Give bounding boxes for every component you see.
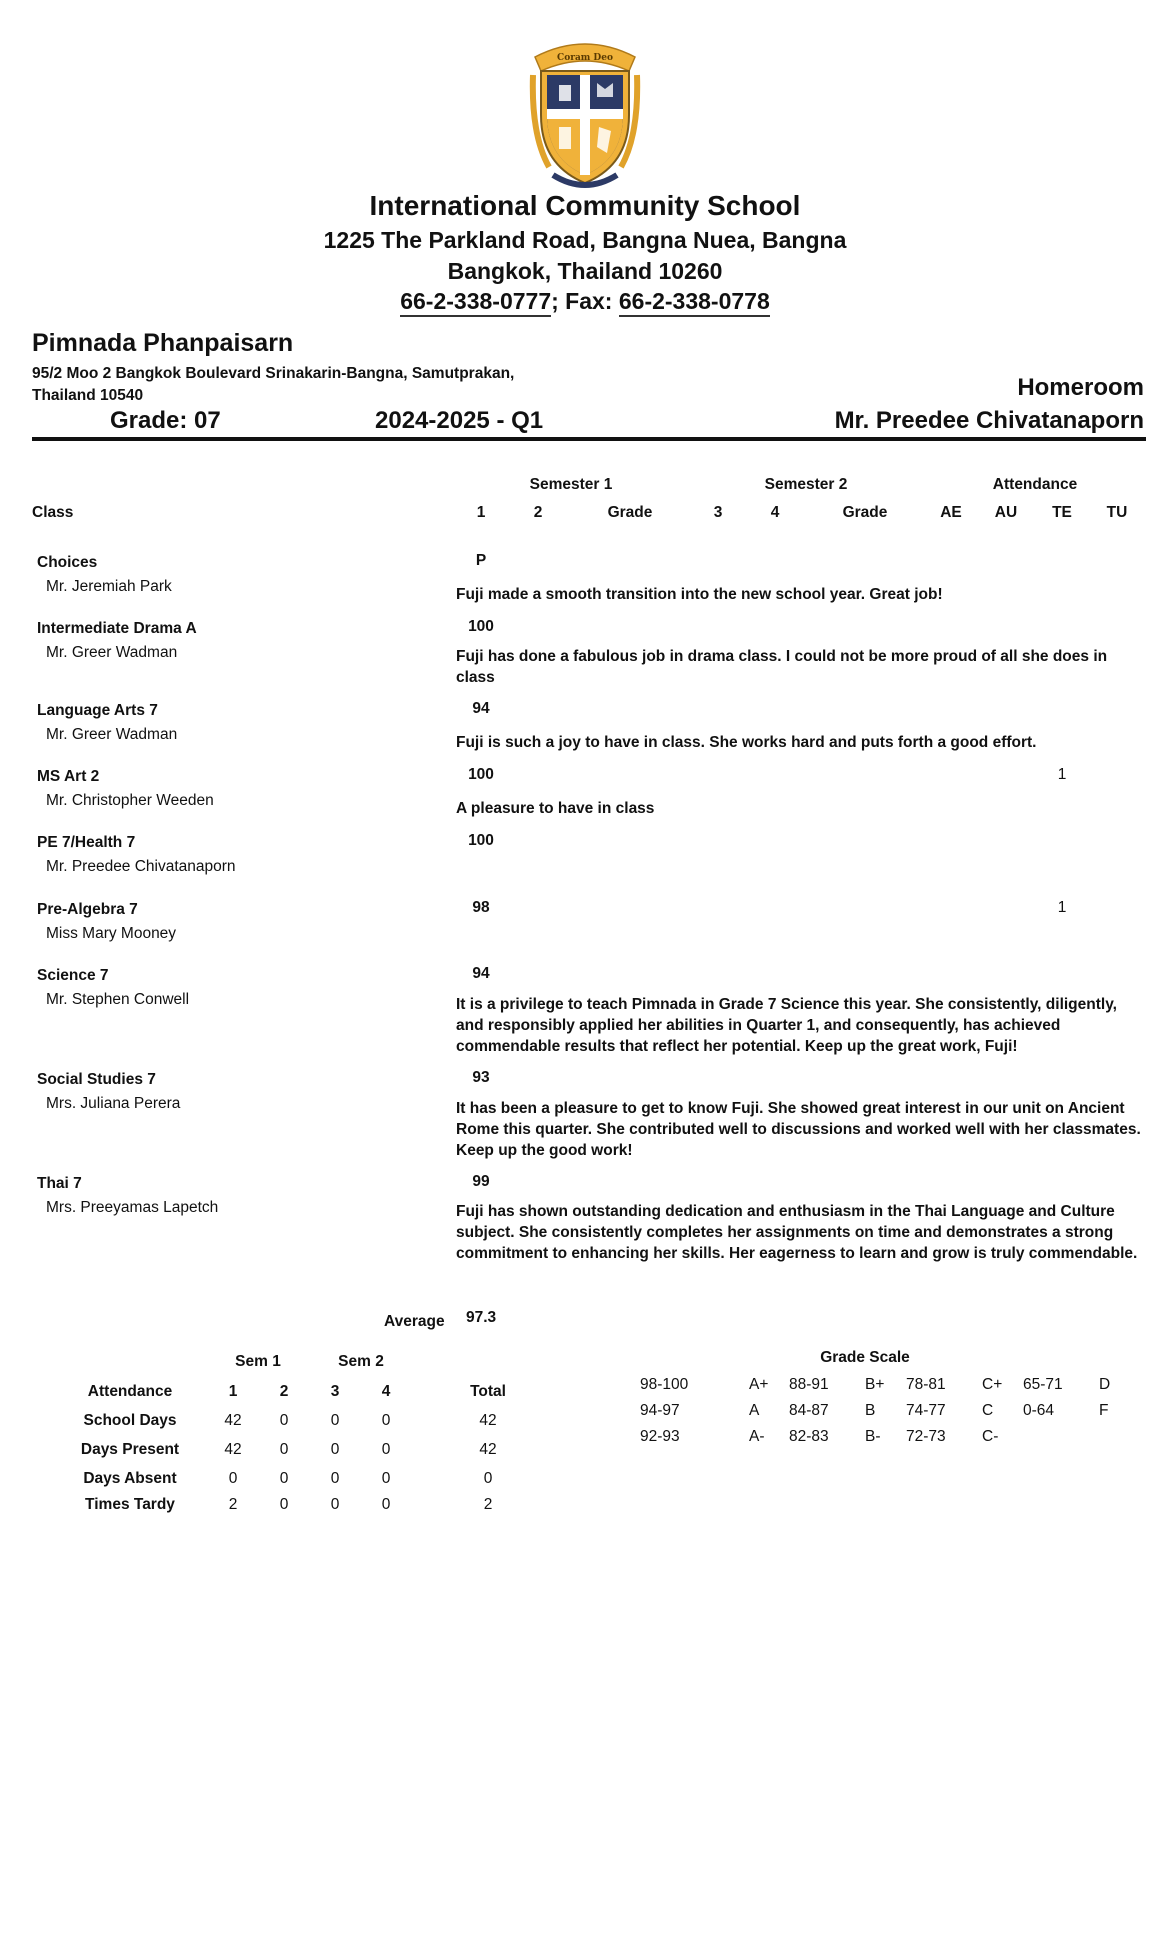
att-q2-value: 0 [279, 1470, 289, 1487]
tu-column-header: TU [1106, 504, 1128, 521]
grade-scale-range: 98-100 [640, 1376, 689, 1393]
course-teacher: Mrs. Juliana Perera [46, 1095, 181, 1112]
course-q1-grade: 94 [472, 965, 490, 982]
grade-scale-range: 78-81 [906, 1376, 946, 1393]
course-name: Intermediate Drama A [37, 620, 197, 637]
fax-label: ; Fax: [551, 288, 619, 314]
school-address-line2: Bangkok, Thailand 10260 [447, 258, 723, 284]
student-name: Pimnada Phanpaisarn [32, 329, 294, 357]
course-q1-grade: P [475, 552, 487, 569]
semester1-header: Semester 1 [529, 476, 613, 493]
att-q1-value: 0 [228, 1470, 238, 1487]
att-row-label: School Days [83, 1412, 177, 1429]
grade-scale-letter: C [982, 1402, 994, 1419]
homeroom-teacher: Mr. Preedee Chivatanaporn [834, 407, 1144, 434]
course-q1-grade: 99 [472, 1173, 490, 1190]
school-address-line1: 1225 The Parkland Road, Bangna Nuea, Bangna [323, 227, 847, 253]
course-comment: A pleasure to have in class [456, 800, 655, 817]
att-total-header: Total [470, 1383, 506, 1400]
course-comment: It is a privilege to teach Pimnada in Grade 7 Science this year. She consistently, diligently, and responsibly applied her abilities in Quarter 1, and consequently, has achieved commendable results that reflect her potential. Keep up the great work, Fuji! [456, 996, 1117, 1055]
att-q4-value: 0 [381, 1470, 391, 1487]
course-teacher: Miss Mary Mooney [46, 925, 177, 942]
course-name: Science 7 [37, 967, 109, 984]
att-q2-value: 0 [279, 1496, 289, 1513]
course-name: Choices [37, 554, 98, 571]
grade-scale-letter: D [1099, 1376, 1111, 1393]
ae-column-header: AE [940, 504, 962, 521]
course-name: PE 7/Health 7 [37, 834, 136, 851]
course-comment: Fuji has shown outstanding dedication and enthusiasm in the Thai Language and Culture subject. She consistently completes her assignments on time and demonstrates a strong commitment to enhancing her skills. Her eagerness to learn and grow is truly commendable. [456, 1203, 1138, 1262]
course-name: Language Arts 7 [37, 702, 158, 719]
course-teacher: Mr. Stephen Conwell [46, 991, 190, 1008]
grade-scale-range: 74-77 [906, 1402, 946, 1419]
student-grade: Grade: 07 [110, 407, 221, 434]
grade-scale-range: 72-73 [906, 1428, 946, 1445]
q4-column-header: 4 [770, 504, 780, 521]
school-contact-line [0, 288, 1170, 315]
course-teacher: Mr. Greer Wadman [46, 644, 178, 661]
att-total-value: 42 [479, 1412, 497, 1429]
att-q1-value: 42 [224, 1412, 242, 1429]
school-crest-logo [525, 35, 645, 193]
sem2-att-header: Sem 2 [338, 1353, 384, 1370]
logo-motto-text: Coram Deo [557, 53, 613, 63]
course-te-value: 1 [1057, 766, 1067, 783]
att-q4-value: 0 [381, 1441, 391, 1458]
attendance-header: Attendance [992, 476, 1078, 493]
course-comment: Fuji made a smooth transition into the new school year. Great job! [456, 586, 943, 603]
average-value: 97.3 [466, 1309, 497, 1326]
course-name: Thai 7 [37, 1175, 82, 1192]
course-q1-grade: 100 [468, 766, 494, 783]
course-name: Pre-Algebra 7 [37, 901, 138, 918]
att-q3-header: 3 [330, 1383, 340, 1400]
att-q2-header: 2 [279, 1383, 289, 1400]
grade-scale-range: 92-93 [640, 1428, 680, 1445]
att-q3-value: 0 [330, 1412, 340, 1429]
q1-column-header: 1 [476, 504, 486, 521]
course-name: MS Art 2 [37, 768, 100, 785]
sem2-grade-column-header: Grade [842, 504, 888, 521]
att-total-value: 2 [483, 1496, 493, 1513]
student-address-line2: Thailand 10540 [32, 387, 144, 404]
att-q3-value: 0 [330, 1470, 340, 1487]
att-q2-value: 0 [279, 1412, 289, 1429]
course-teacher: Mr. Preedee Chivatanaporn [46, 858, 236, 875]
sem1-grade-column-header: Grade [607, 504, 653, 521]
course-q1-grade: 93 [472, 1069, 490, 1086]
grade-scale-range: 0-64 [1023, 1402, 1055, 1419]
course-name: Social Studies 7 [37, 1071, 156, 1088]
course-comment: It has been a pleasure to get to know Fuji. She showed great interest in our unit on Ancient Rome this quarter. She contributed well to discussions and worked well with her classmates. Keep up the good work! [456, 1100, 1141, 1159]
header-divider [32, 437, 1146, 441]
grade-scale-letter: F [1099, 1402, 1109, 1419]
school-phone: 66-2-338-0777 [400, 288, 551, 317]
grade-scale-title: Grade Scale [820, 1349, 910, 1366]
att-q2-value: 0 [279, 1441, 289, 1458]
course-teacher: Mr. Christopher Weeden [46, 792, 214, 809]
grade-scale-letter: A+ [749, 1376, 769, 1393]
course-q1-grade: 98 [472, 899, 490, 916]
grade-scale-range: 82-83 [789, 1428, 829, 1445]
course-q1-grade: 100 [468, 618, 494, 635]
school-fax: 66-2-338-0778 [619, 288, 770, 317]
grade-scale-range: 94-97 [640, 1402, 680, 1419]
homeroom-label: Homeroom [1017, 374, 1144, 401]
att-q4-header: 4 [381, 1383, 391, 1400]
au-column-header: AU [994, 504, 1018, 521]
att-row-label: Times Tardy [85, 1496, 175, 1513]
course-comment: Fuji is such a joy to have in class. She works hard and puts forth a good effort. [456, 734, 1037, 751]
grade-scale-letter: A- [749, 1428, 765, 1445]
grade-scale-letter: B+ [865, 1376, 885, 1393]
course-q1-grade: 100 [468, 832, 494, 849]
q3-column-header: 3 [713, 504, 723, 521]
att-q3-value: 0 [330, 1496, 340, 1513]
class-column-header: Class [32, 504, 74, 521]
course-teacher: Mr. Jeremiah Park [46, 578, 172, 595]
sem1-att-header: Sem 1 [235, 1353, 281, 1370]
att-q4-value: 0 [381, 1412, 391, 1429]
grade-scale-range: 88-91 [789, 1376, 829, 1393]
te-column-header: TE [1052, 504, 1072, 521]
att-total-value: 42 [479, 1441, 497, 1458]
course-comment: Fuji has done a fabulous job in drama class. I could not be more proud of all she does in class [456, 648, 1108, 686]
course-teacher: Mrs. Preeyamas Lapetch [46, 1199, 219, 1216]
school-name: International Community School [369, 190, 801, 221]
grade-scale-letter: A [749, 1402, 760, 1419]
grade-scale-letter: C+ [982, 1376, 1003, 1393]
att-row-label: Days Absent [83, 1470, 177, 1487]
att-q1-value: 2 [228, 1496, 238, 1513]
att-q1-header: 1 [228, 1383, 238, 1400]
course-teacher: Mr. Greer Wadman [46, 726, 178, 743]
att-row-label: Days Present [80, 1441, 180, 1458]
grade-scale-range: 65-71 [1023, 1376, 1063, 1393]
attendance-summary-header: Attendance [87, 1383, 173, 1400]
grade-scale-letter: B- [865, 1428, 881, 1445]
school-term: 2024-2025 - Q1 [375, 407, 544, 434]
average-label: Average [384, 1313, 445, 1330]
grade-scale-range: 84-87 [789, 1402, 829, 1419]
student-address [32, 363, 592, 407]
att-total-value: 0 [483, 1470, 493, 1487]
att-q3-value: 0 [330, 1441, 340, 1458]
course-q1-grade: 94 [472, 700, 490, 717]
semester2-header: Semester 2 [764, 476, 848, 493]
student-address-line1: 95/2 Moo 2 Bangkok Boulevard Srinakarin-Bangna, Samutprakan, [32, 365, 515, 382]
att-q4-value: 0 [381, 1496, 391, 1513]
q2-column-header: 2 [533, 504, 543, 521]
grade-scale-letter: C- [982, 1428, 999, 1445]
att-q1-value: 42 [224, 1441, 242, 1458]
course-te-value: 1 [1057, 899, 1067, 916]
grade-scale-letter: B [865, 1402, 876, 1419]
